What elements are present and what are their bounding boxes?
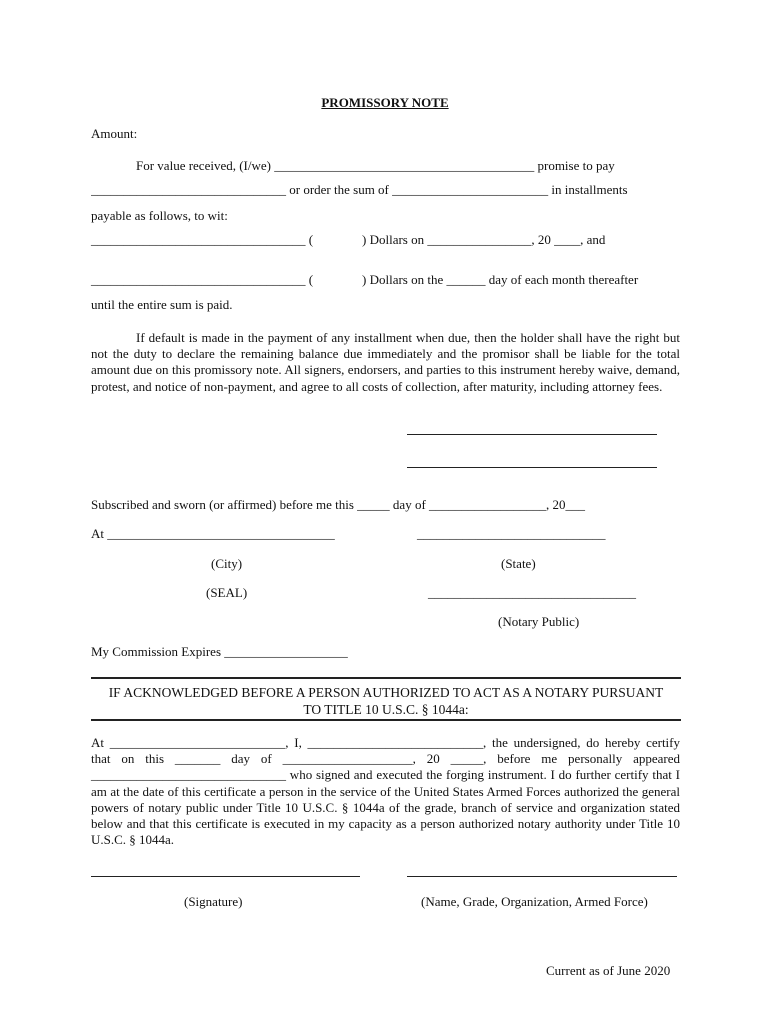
- until-paid-line: until the entire sum is paid.: [91, 297, 233, 312]
- acknowledgment-paragraph: At ___________________________, I, ___________________________, the undersigned, do hereby certify that on this _______ day of ____________________, 20 _____, before me personally appeared ______________________________ who signed and executed the forging instrument. I do further certify that I am at the date of this certificate a person in the service of the United States Armed Forces authorized the general powers of notary public under Title 10 U.S.C. § 1044a of the grade, branch of service and organization stated below and that this certificate is executed in my capacity as a person authorized notary authority under Title 10 U.S.C. § 1044a.: [91, 735, 680, 848]
- signature-line: [91, 876, 360, 877]
- name-grade-line: [407, 876, 677, 877]
- signature-label: (Signature): [184, 894, 243, 909]
- maker-signature-line-1: [407, 434, 657, 435]
- at-city-line: At ___________________________________: [91, 526, 335, 541]
- subscribed-line: Subscribed and sworn (or affirmed) before me this _____ day of __________________, 20___: [91, 497, 586, 512]
- notary-signature-blank: ________________________________: [428, 585, 636, 600]
- installment-line-1-right: ) Dollars on ________________, 20 ____, and: [362, 232, 606, 247]
- installment-line-1-left: _________________________________ (: [91, 232, 314, 247]
- banner-heading-line-1: IF ACKNOWLEDGED BEFORE A PERSON AUTHORIZED TO ACT AS A NOTARY PURSUANT: [108, 685, 664, 700]
- name-grade-label: (Name, Grade, Organization, Armed Force): [421, 894, 648, 909]
- footer-date: Current as of June 2020: [546, 963, 671, 978]
- banner-heading-line-2: TO TITLE 10 U.S.C. § 1044a:: [303, 702, 469, 717]
- payable-line: payable as follows, to wit:: [91, 208, 228, 223]
- maker-signature-line-2: [407, 467, 657, 468]
- banner-bottom-rule: [91, 719, 681, 721]
- amount-label: Amount:: [91, 126, 138, 141]
- banner-top-rule: [91, 677, 681, 679]
- installment-line-2-left: _________________________________ (: [91, 272, 314, 287]
- order-sum-line: ______________________________ or order the sum of ________________________ in installments: [91, 182, 628, 197]
- city-label: (City): [211, 556, 243, 571]
- value-received-line: For value received, (I/we) ________________________________________ promise to pay: [136, 158, 615, 173]
- state-blank: _____________________________: [417, 526, 606, 541]
- commission-expires-line: My Commission Expires ___________________: [91, 644, 348, 659]
- notary-public-label: (Notary Public): [498, 614, 580, 629]
- seal-label: (SEAL): [206, 585, 248, 600]
- default-paragraph: If default is made in the payment of any installment when due, then the holder shall have the right but not the duty to declare the remaining balance due immediately and the promisor shall be liable for the total amount due on this promissory note. All signers, endorsers, and parties to this instrument hereby waive, demand, protest, and notice of non-payment, and agree to all costs of collection, after maturity, including attorney fees.: [91, 330, 680, 394]
- document-title: PROMISSORY NOTE: [321, 95, 449, 110]
- installment-line-2-right: ) Dollars on the ______ day of each month thereafter: [362, 272, 639, 287]
- state-label: (State): [501, 556, 536, 571]
